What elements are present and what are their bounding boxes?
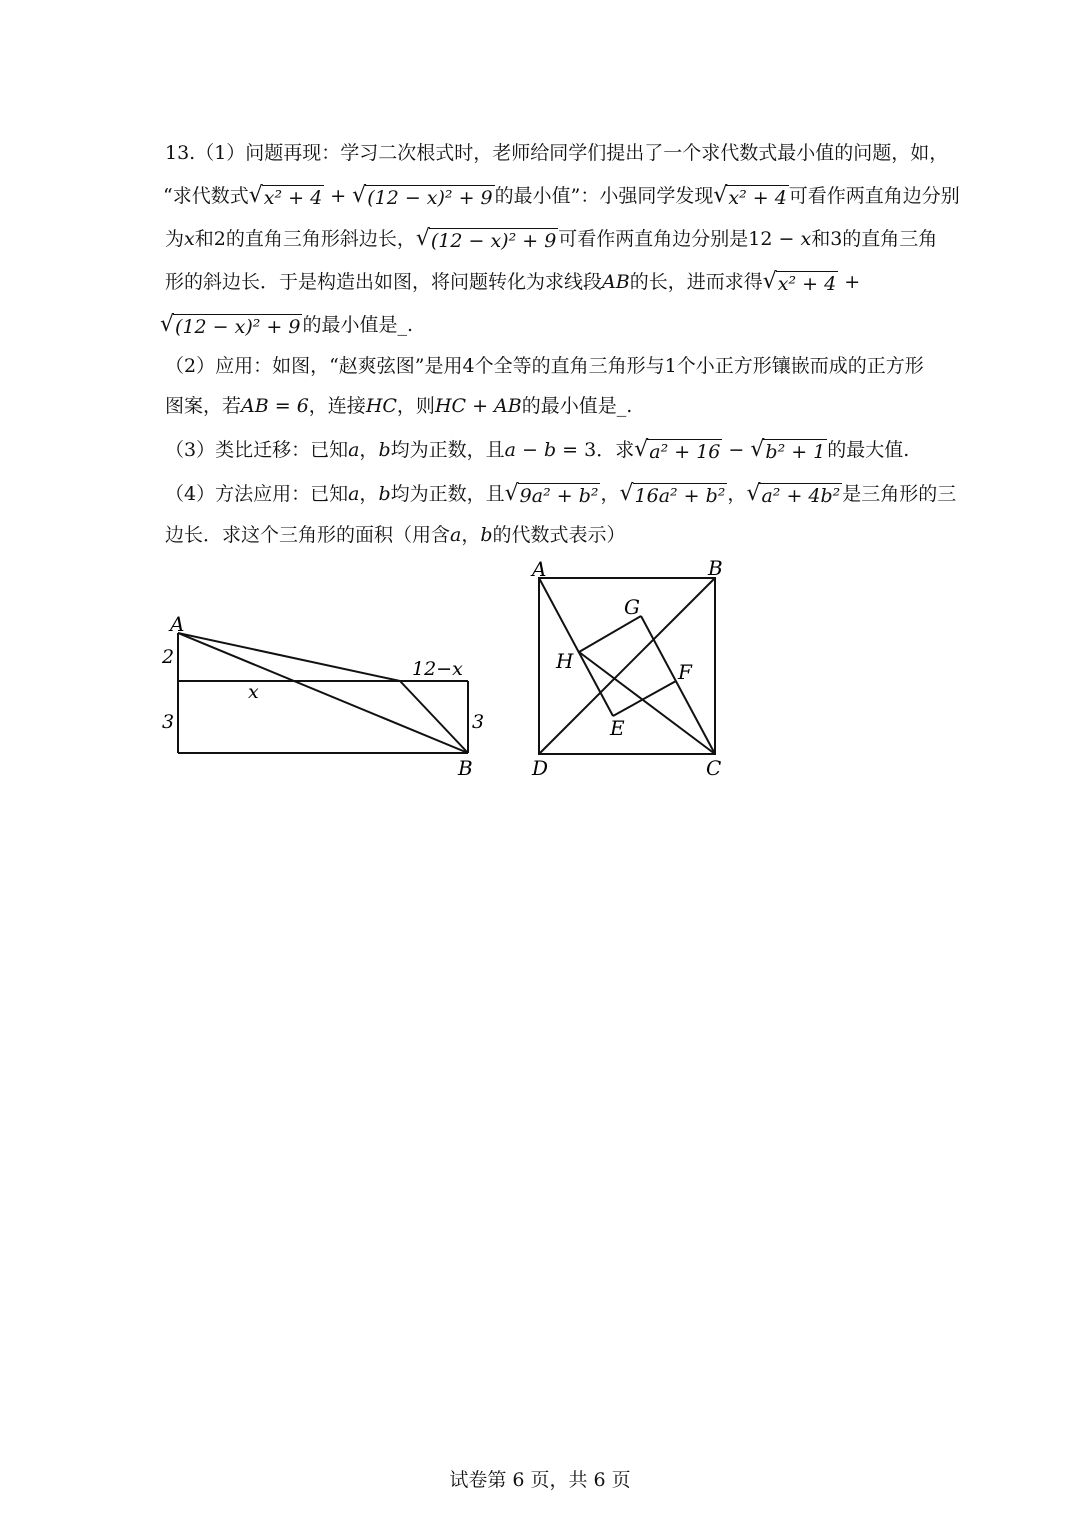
radical-5: √ x² + 4 xyxy=(762,269,837,295)
problem-line-8: （3）类比迁移：已知a，b均为正数，且a − b = 3．求 √ a² + 16 − √ b² + 1 的最大值. xyxy=(165,437,910,463)
problem-line-6: （2）应用：如图，“赵爽弦图”是用4个全等的直角三角形与1个小正方形镶嵌而成的正方形 xyxy=(165,355,924,377)
segment-e-to-f xyxy=(613,681,676,716)
label-A: A xyxy=(532,557,547,581)
problem-line-3: 为x和2的直角三角形斜边长， √ (12 − x)² + 9 可看作两直角边分别是12 − x和3的直角三角 xyxy=(165,226,938,252)
text: 的最小值”：小强同学发现 xyxy=(494,185,714,207)
radical-10: √ 16a² + b² xyxy=(619,481,726,507)
problem-line-9: （4）方法应用：已知a，b均为正数，且 √ 9a² + b² ， √ 16a² + b² ， √ a² + 4b² 是三角形的三 xyxy=(165,481,957,507)
segment-p-to-b xyxy=(400,681,468,753)
label-F: F xyxy=(678,660,692,684)
label-3-left: 3 xyxy=(162,711,175,733)
problem-line-4: 形的斜边长．于是构造出如图，将问题转化为求线段AB的长，进而求得 √ x² + 4 + xyxy=(165,269,861,295)
text: 可看作两直角边分别 xyxy=(788,185,960,207)
radical-3: √ x² + 4 xyxy=(713,183,787,209)
label-B: B xyxy=(458,756,473,780)
label-B: B xyxy=(708,556,723,580)
segment-h-to-c xyxy=(579,652,715,754)
radical-7: √ a² + 16 xyxy=(634,437,721,463)
text: “求代数式 xyxy=(163,185,249,207)
problem-line-7: 图案，若AB = 6，连接HC，则HC + AB的最小值是_. xyxy=(165,395,633,417)
plus-sign: + xyxy=(324,185,353,207)
label-H: H xyxy=(556,649,574,673)
problem-line-2 xyxy=(163,183,960,210)
text: 13.（1）问题再现：学习二次根式时，老师给同学们提出了一个求代数式最小值的问题，如， xyxy=(165,142,949,164)
label-E: E xyxy=(610,716,625,740)
problem-line-10: 边长．求这个三角形的面积（用含a，b的代数式表示） xyxy=(165,524,626,546)
segment-a-to-e xyxy=(539,578,613,716)
radical-4: √ (12 − x)² + 9 xyxy=(415,226,557,252)
radical-6: √ (12 − x)² + 9 xyxy=(160,312,301,338)
problem-line-1 xyxy=(165,140,948,166)
label-C: C xyxy=(706,756,722,780)
segment-a-to-b xyxy=(178,633,468,753)
label-D: D xyxy=(532,756,549,780)
segment-a-to-p xyxy=(178,633,400,681)
segment-g-to-c xyxy=(641,616,715,754)
radical-2: √ (12 − x)² + 9 xyxy=(352,183,493,209)
label-3-right: 3 xyxy=(472,711,485,733)
problem-line-5: √ (12 − x)² + 9 的最小值是_. xyxy=(160,312,413,338)
label-2: 2 xyxy=(162,646,175,668)
radical-9: √ 9a² + b² xyxy=(504,481,599,507)
page-footer: 试卷第 6 页，共 6 页 xyxy=(449,1469,631,1491)
label-x: x xyxy=(248,681,259,703)
figure-2-zhao-shuang-diagram xyxy=(520,555,740,785)
figure-1-rectangle-construction xyxy=(150,605,500,785)
label-G: G xyxy=(624,595,640,619)
label-A: A xyxy=(170,612,185,636)
radical-1: √ x² + 4 xyxy=(248,183,323,209)
radical-8: √ b² + 1 xyxy=(750,437,826,463)
label-12-minus-x: 12−x xyxy=(412,658,463,680)
radical-11: √ a² + 4b² xyxy=(746,481,841,507)
segment-h-to-g xyxy=(579,616,641,652)
